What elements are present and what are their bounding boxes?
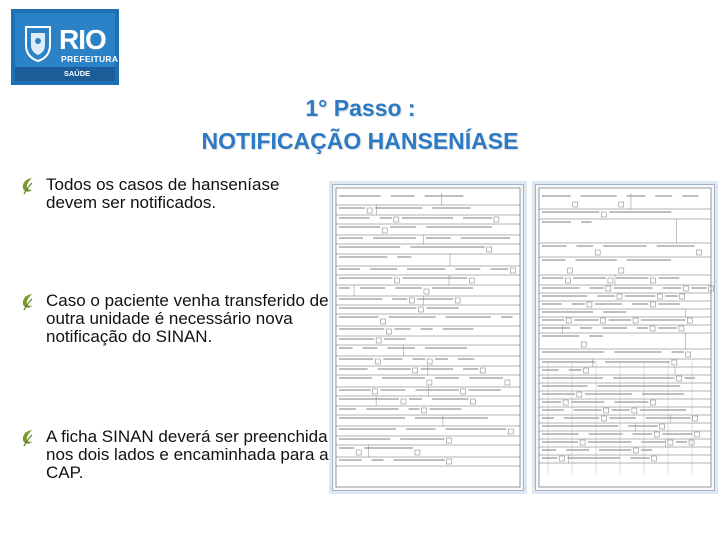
leaf-bullet-icon: [21, 293, 35, 311]
bullet-text: Caso o paciente venha transferido de outra unidade é necessário nova notificação do SINAN.: [46, 291, 329, 346]
logo-panel: [15, 13, 119, 69]
leaf-bullet-icon: [21, 429, 35, 447]
bullet-text: A ficha SINAN deverá ser preenchida nos dois lados e encaminhada para a CAP.: [46, 427, 329, 482]
title-line-1: 1° Passo :: [305, 95, 416, 121]
logo-word: RIO: [59, 24, 106, 55]
title-line-2: NOTIFICAÇÃO HANSENÍASE: [201, 128, 519, 154]
bullet-text: Todos os casos de hanseníase devem ser notificados.: [46, 175, 280, 212]
leaf-bullet-icon: [21, 177, 35, 195]
sinan-form-front-image: [332, 184, 524, 491]
logo-subtitle: PREFEITURA: [61, 54, 119, 64]
city-crest-icon: [22, 23, 54, 63]
form-back-graphic: [536, 185, 714, 490]
logo-footer: SAÚDE: [15, 67, 115, 81]
form-front-graphic: [333, 185, 523, 490]
form-border: [336, 188, 520, 487]
rio-prefeitura-logo: [11, 9, 119, 85]
slide-title: [0, 92, 720, 158]
sinan-form-back-image: [535, 184, 715, 491]
